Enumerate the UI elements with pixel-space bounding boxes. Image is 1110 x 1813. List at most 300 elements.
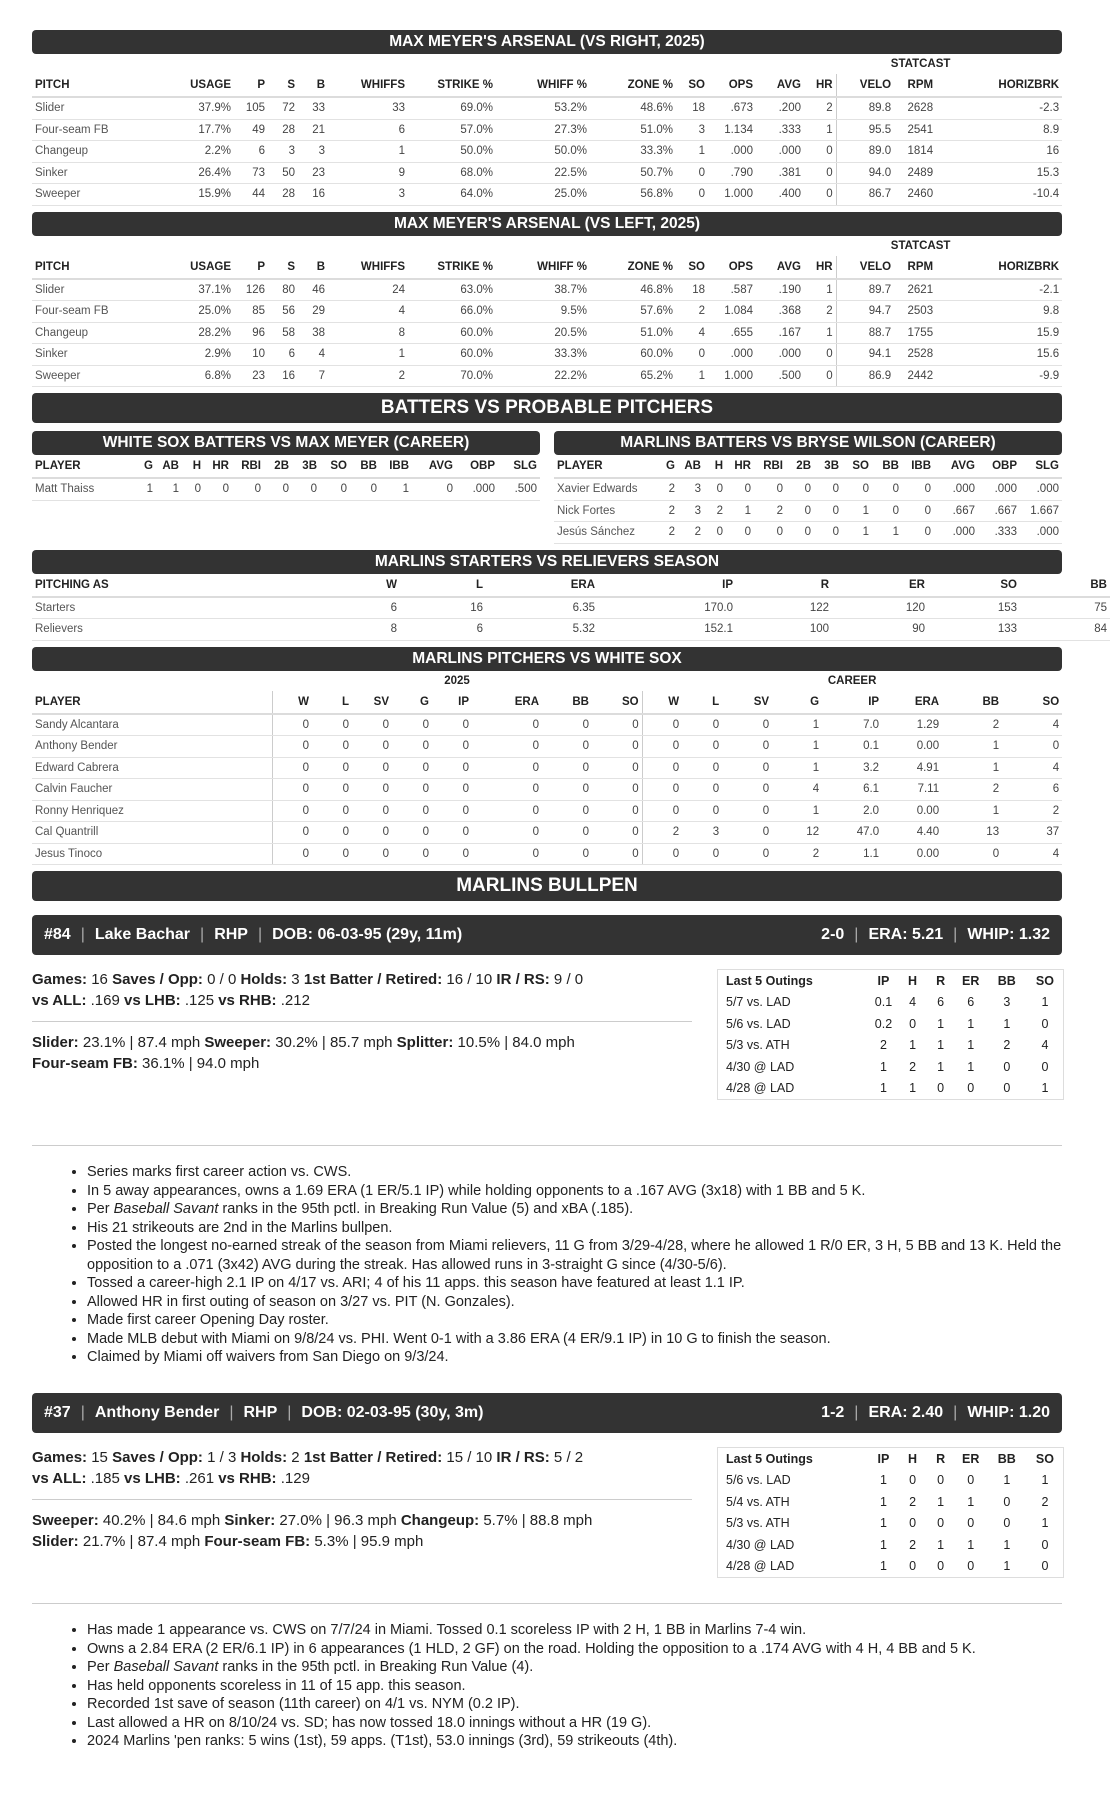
column-header: WHIFF % <box>496 74 590 97</box>
column-header: SO <box>592 691 642 714</box>
stat-value-vs-rhb: .129 <box>276 1470 310 1487</box>
white-sox-batters-table <box>32 455 540 501</box>
table-cell: 65.2% <box>590 365 676 387</box>
table-cell: 0 <box>642 757 682 779</box>
column-header: G <box>132 455 156 478</box>
table-cell: 0 <box>642 800 682 822</box>
pitcher-hand: RHP <box>214 926 248 943</box>
table-cell: .200 <box>756 97 804 119</box>
table-cell: 0 <box>592 822 642 844</box>
outing-cell: 0 <box>1003 1494 1011 1509</box>
outing-cell: 0 <box>937 1559 945 1574</box>
column-header: ERA <box>472 691 542 714</box>
table-cell: 94.7 <box>836 301 894 323</box>
column-header: BB <box>997 973 1016 988</box>
row-label: Four-seam FB <box>32 301 162 323</box>
table-cell: 0 <box>642 736 682 758</box>
table-cell: 0 <box>682 736 722 758</box>
table-cell: 6.8% <box>162 365 234 387</box>
outing-row <box>718 1078 1063 1100</box>
column-header: 3B <box>814 455 842 478</box>
outing-cell: 5/3 vs. ATH <box>726 1038 790 1053</box>
table-cell: 0 <box>872 500 902 522</box>
table-cell: 18 <box>676 279 708 301</box>
table-row <box>32 478 540 500</box>
table-cell: 3 <box>298 141 328 163</box>
table-cell: 0 <box>542 800 592 822</box>
table-cell: .000 <box>708 141 756 163</box>
table-cell: 0 <box>676 344 708 366</box>
column-header: W <box>282 574 400 597</box>
table-cell: 16 <box>936 141 1062 163</box>
table-cell: 8 <box>282 619 400 641</box>
outing-cell: 1 <box>937 1038 945 1053</box>
table-cell: 16 <box>400 597 486 619</box>
statcast-label: STATCAST <box>890 239 951 252</box>
table-cell: 51.0% <box>590 322 676 344</box>
outing-cell: 0 <box>1041 1537 1049 1552</box>
table-cell: 2 <box>642 822 682 844</box>
outing-cell: 6 <box>967 995 975 1010</box>
outing-cell: 1 <box>879 1516 887 1531</box>
pitcher-identity <box>44 915 462 955</box>
white-sox-batters-body <box>32 478 540 500</box>
outing-cell: 1 <box>967 1016 975 1031</box>
stat-value-saves: 0 / 0 <box>202 971 241 988</box>
table-cell: 0 <box>392 843 432 865</box>
table-cell: 3 <box>678 478 704 500</box>
table-cell: 63.0% <box>408 279 496 301</box>
separator: | <box>80 926 85 943</box>
outing-cell: 4 <box>909 995 917 1010</box>
table-cell: 0 <box>592 757 642 779</box>
column-header: ERA <box>486 574 598 597</box>
table-cell: 4 <box>1002 714 1062 736</box>
table-cell: 0 <box>352 822 392 844</box>
outing-cell: 1 <box>967 1537 975 1552</box>
outing-cell: 4/28 @ LAD <box>726 1081 795 1096</box>
table-cell: 0 <box>432 714 472 736</box>
column-header: PLAYER <box>32 455 132 478</box>
table-row <box>32 736 1062 758</box>
table-cell: .000 <box>1020 522 1062 544</box>
stat-value-first-batter: 15 / 10 <box>442 1449 497 1466</box>
table-cell: 25.0% <box>496 184 590 206</box>
table-cell: 0 <box>726 522 754 544</box>
table-cell: 0 <box>350 478 380 500</box>
usage-line <box>32 969 692 990</box>
table-cell: 7 <box>298 365 328 387</box>
column-header: PITCH <box>32 74 162 97</box>
table-cell: 0 <box>542 843 592 865</box>
table-cell: 46 <box>298 279 328 301</box>
table-cell: 0 <box>392 736 432 758</box>
arsenal-right-body <box>32 97 1062 205</box>
table-cell: 120 <box>832 597 928 619</box>
table-row <box>32 779 1062 801</box>
table-cell: 94.0 <box>836 162 894 184</box>
outing-cell: 1 <box>879 1494 887 1509</box>
table-cell: 49 <box>234 119 268 141</box>
white-sox-batters-header <box>32 455 540 478</box>
table-cell: 84 <box>1020 619 1110 641</box>
table-cell: 22.2% <box>496 365 590 387</box>
table-row <box>32 162 1062 184</box>
column-header: BB <box>942 691 1002 714</box>
table-cell: 0 <box>312 714 352 736</box>
pitch-mix-label: Changeup: <box>400 1512 480 1529</box>
column-header: P <box>234 74 268 97</box>
table-cell: 12 <box>772 822 822 844</box>
last-5-outings <box>717 1447 1064 1578</box>
note-item: • Claimed by Miami off waivers from San Diego on 9/3/24. <box>87 1348 1062 1367</box>
note-item: • Allowed HR in first outing of season on 3/27 vs. PIT (N. Gonzales). <box>87 1293 1062 1312</box>
outing-cell: 0 <box>1003 1081 1011 1096</box>
table-cell: 1 <box>156 478 182 500</box>
column-header: AB <box>678 455 704 478</box>
column-header: AVG <box>756 256 804 279</box>
table-cell: 0 <box>704 478 726 500</box>
column-header: VELO <box>836 74 894 97</box>
note-item: • Per Baseball Savant ranks in the 95th pctl. in Breaking Run Value (4). <box>87 1658 1062 1677</box>
column-header: HR <box>804 256 836 279</box>
stat-value-saves: 1 / 3 <box>202 1449 241 1466</box>
note-item: • Made first career Opening Day roster. <box>87 1311 1062 1330</box>
table-cell: 15.3 <box>936 162 1062 184</box>
table-cell: 0 <box>592 843 642 865</box>
outing-cell: 2 <box>1041 1494 1049 1509</box>
column-header: H <box>704 455 726 478</box>
divider <box>32 1021 692 1022</box>
arsenal-right-header <box>32 74 1062 97</box>
bullpen-card <box>32 915 1062 1393</box>
outing-cell: 1 <box>967 1038 975 1053</box>
table-cell: 0 <box>1002 736 1062 758</box>
column-header: SO <box>928 574 1020 597</box>
table-cell: 1 <box>872 522 902 544</box>
table-cell: .000 <box>934 522 978 544</box>
pitcher-hand: RHP <box>243 1404 278 1421</box>
table-cell: 64.0% <box>408 184 496 206</box>
starters-relievers-body <box>32 597 1110 641</box>
table-cell: 0 <box>814 500 842 522</box>
table-cell: 1 <box>942 757 1002 779</box>
table-cell: 1.084 <box>708 301 756 323</box>
table-cell: 0 <box>392 757 432 779</box>
note-item: • Has held opponents scoreless in 11 of 15 app. this season. <box>87 1677 1062 1696</box>
table-cell: 73 <box>234 162 268 184</box>
table-cell: 4.91 <box>882 757 942 779</box>
column-header: OBP <box>456 455 498 478</box>
pitch-mix-value: 5.7% | 88.8 mph <box>479 1512 593 1529</box>
table-cell: 72 <box>268 97 298 119</box>
table-cell: 0 <box>312 736 352 758</box>
group-career-label: CAREER <box>827 674 877 687</box>
outing-cell: 1 <box>937 1059 945 1074</box>
row-label: Four-seam FB <box>32 119 162 141</box>
table-cell: 0 <box>754 522 786 544</box>
table-cell: 0 <box>542 714 592 736</box>
outing-cell: 1 <box>1041 995 1049 1010</box>
column-header: HR <box>204 455 232 478</box>
table-cell: .000 <box>756 344 804 366</box>
table-cell: 0 <box>472 736 542 758</box>
column-header: RBI <box>232 455 264 478</box>
table-cell: 0 <box>642 714 682 736</box>
table-cell: 7.11 <box>882 779 942 801</box>
table-cell: 0 <box>642 779 682 801</box>
note-item: • Made MLB debut with Miami on 9/8/24 vs. PHI. Went 0-1 with a 3.86 ERA (4 ER/9.1 IP) in 10 G to finish the season. <box>87 1330 1062 1349</box>
table-cell: 28 <box>268 184 298 206</box>
table-cell: 37.1% <box>162 279 234 301</box>
outing-cell: 1 <box>937 1016 945 1031</box>
table-cell: 1 <box>328 141 408 163</box>
table-cell: 1 <box>772 757 822 779</box>
last-5-outings <box>717 969 1064 1100</box>
table-cell: 0 <box>412 478 456 500</box>
row-label: Starters <box>32 597 282 619</box>
row-label: Slider <box>32 97 162 119</box>
table-cell: 1 <box>676 365 708 387</box>
outing-cell: 0 <box>1041 1559 1049 1574</box>
table-cell: 2528 <box>894 344 936 366</box>
table-cell: 53.2% <box>496 97 590 119</box>
table-cell: 2 <box>804 301 836 323</box>
table-cell: 1 <box>772 714 822 736</box>
pitch-mix-label: Sinker: <box>224 1512 276 1529</box>
column-header: WHIFF % <box>496 256 590 279</box>
table-cell: 0 <box>704 522 726 544</box>
game-notes-page <box>32 30 1107 1813</box>
column-header: ZONE % <box>590 256 676 279</box>
pitcher-record: 1-2 <box>821 1404 845 1421</box>
table-cell: 7.0 <box>822 714 882 736</box>
outing-cell: 0 <box>909 1559 917 1574</box>
outing-cell: 1 <box>879 1537 887 1552</box>
row-label: Jesús Sánchez <box>554 522 654 544</box>
splits-line <box>32 1468 692 1489</box>
bullpen-list <box>32 915 1062 1813</box>
arsenal-left-title: MAX MEYER'S ARSENAL (VS LEFT, 2025) <box>32 212 1062 236</box>
column-header: B <box>298 74 328 97</box>
pitcher-notes <box>32 1163 1062 1367</box>
table-cell: 0 <box>432 736 472 758</box>
stat-label-vs-rhb: vs RHB: <box>218 992 277 1009</box>
column-header: IP <box>877 973 890 988</box>
table-cell: 23 <box>298 162 328 184</box>
outing-cell: 1 <box>879 1473 887 1488</box>
table-cell: 0 <box>320 478 350 500</box>
table-row <box>32 757 1062 779</box>
outing-cell: 1 <box>909 1081 917 1096</box>
table-cell: 10 <box>234 344 268 366</box>
table-cell: 0 <box>682 800 722 822</box>
table-cell: 3 <box>268 141 298 163</box>
pitcher-name: Lake Bachar <box>94 926 191 943</box>
note-item: • Last allowed a HR on 8/10/24 vs. SD; has now tossed 18.0 innings without a HR (19 G). <box>87 1714 1062 1733</box>
column-header: IP <box>877 1451 890 1466</box>
column-header: R <box>936 1451 946 1466</box>
table-cell: 2489 <box>894 162 936 184</box>
table-cell: 86.9 <box>836 365 894 387</box>
row-label: Jesus Tinoco <box>32 843 272 865</box>
outing-cell: 4/30 @ LAD <box>726 1537 795 1552</box>
outing-cell: 0 <box>967 1516 975 1531</box>
bullpen-title: MARLINS BULLPEN <box>32 871 1062 901</box>
table-cell: 2 <box>704 500 726 522</box>
table-cell: 70.0% <box>408 365 496 387</box>
table-row <box>32 365 1062 387</box>
table-cell: 0 <box>642 843 682 865</box>
table-cell: .400 <box>756 184 804 206</box>
outing-cell: 6 <box>937 995 945 1010</box>
pitch-mix-label: Sweeper: <box>204 1034 272 1051</box>
table-cell: 3 <box>682 822 722 844</box>
column-header: ZONE % <box>590 74 676 97</box>
note-item: • Recorded 1st save of season (11th career) on 4/1 vs. NYM (0.2 IP). <box>87 1695 1062 1714</box>
table-cell: 3 <box>676 119 708 141</box>
table-cell: 0 <box>392 822 432 844</box>
column-header: B <box>298 256 328 279</box>
table-cell: 15.9 <box>936 322 1062 344</box>
outing-cell: 0 <box>909 1016 917 1031</box>
table-cell: 66.0% <box>408 301 496 323</box>
column-header: R <box>936 973 946 988</box>
table-cell: 0 <box>312 822 352 844</box>
outing-cell: 2 <box>1003 1038 1011 1053</box>
table-cell: 1 <box>772 800 822 822</box>
table-row <box>554 478 1062 500</box>
table-cell: 0 <box>312 779 352 801</box>
pitch-mix <box>32 1032 692 1074</box>
table-cell: 1814 <box>894 141 936 163</box>
table-cell: 20.5% <box>496 322 590 344</box>
table-cell: 38.7% <box>496 279 590 301</box>
column-header: OBP <box>978 455 1020 478</box>
table-cell: 0 <box>264 478 292 500</box>
table-cell: 170.0 <box>598 597 736 619</box>
table-cell: 56.8% <box>590 184 676 206</box>
table-cell: 1 <box>842 500 872 522</box>
table-cell: 85 <box>234 301 268 323</box>
table-cell: 152.1 <box>598 619 736 641</box>
stat-label-holds: Holds: <box>240 1449 288 1466</box>
source-name: Baseball Savant <box>113 1659 219 1675</box>
table-cell: 0 <box>786 478 814 500</box>
row-label: Slider <box>32 279 162 301</box>
table-cell: 9 <box>328 162 408 184</box>
table-cell: 6 <box>282 597 400 619</box>
separator: | <box>953 926 958 943</box>
pitcher-header-bar <box>32 1393 1062 1433</box>
outing-cell: 2 <box>879 1038 887 1053</box>
table-row <box>32 119 1062 141</box>
table-cell: 0 <box>722 822 772 844</box>
table-cell: 3 <box>678 500 704 522</box>
row-label: Cal Quantrill <box>32 822 272 844</box>
column-header: USAGE <box>162 74 234 97</box>
column-header: WHIFFS <box>328 74 408 97</box>
outing-cell: 0 <box>1003 1059 1011 1074</box>
pitcher-number: #37 <box>44 1404 71 1421</box>
table-cell: 0 <box>786 500 814 522</box>
table-cell: 0 <box>292 478 320 500</box>
table-cell: 0 <box>272 800 312 822</box>
bullpen-card <box>32 1393 1062 1813</box>
table-cell: 50 <box>268 162 298 184</box>
stat-label-first-batter: 1st Batter / Retired: <box>303 1449 443 1466</box>
table-cell: 2 <box>804 97 836 119</box>
stat-label-games: Games: <box>32 1449 88 1466</box>
table-cell: 60.0% <box>408 344 496 366</box>
pitcher-dob: DOB: 02-03-95 (30y, 3m) <box>301 1404 484 1421</box>
table-cell: 0 <box>722 736 772 758</box>
table-cell: 4 <box>328 301 408 323</box>
outing-row <box>718 1013 1063 1035</box>
table-cell: 122 <box>736 597 832 619</box>
pitch-mix-value: 30.2% | 85.7 mph <box>271 1034 397 1051</box>
outing-cell: 0 <box>1003 1516 1011 1531</box>
table-cell: 0 <box>804 365 836 387</box>
table-cell: 27.3% <box>496 119 590 141</box>
table-cell: .500 <box>756 365 804 387</box>
row-label: Ronny Henriquez <box>32 800 272 822</box>
column-header: HORIZBRK <box>936 74 1062 97</box>
table-cell: .190 <box>756 279 804 301</box>
table-cell: 2 <box>942 779 1002 801</box>
table-cell: 1 <box>772 736 822 758</box>
table-cell: .667 <box>978 500 1020 522</box>
note-item: • Tossed a career-high 2.1 IP on 4/17 vs. ARI; 4 of his 11 apps. this season have featured at least 1.1 IP. <box>87 1274 1062 1293</box>
outing-row <box>718 1534 1063 1556</box>
pitcher-era: ERA: 5.21 <box>868 926 944 943</box>
table-cell: 0 <box>872 478 902 500</box>
table-cell: 1 <box>804 119 836 141</box>
table-cell: .000 <box>456 478 498 500</box>
pitch-mix-value: 27.0% | 96.3 mph <box>275 1512 401 1529</box>
column-header: PLAYER <box>554 455 654 478</box>
table-cell: 0 <box>432 843 472 865</box>
table-row <box>32 597 1110 619</box>
table-cell: 89.0 <box>836 141 894 163</box>
table-cell: 0 <box>814 478 842 500</box>
pitch-mix <box>32 1510 692 1552</box>
table-cell: 0 <box>592 779 642 801</box>
column-header: SLG <box>1020 455 1062 478</box>
column-header: AVG <box>756 74 804 97</box>
table-row <box>32 322 1062 344</box>
table-cell: 6 <box>400 619 486 641</box>
column-header: Last 5 Outings <box>726 973 813 988</box>
table-cell: 0 <box>182 478 204 500</box>
table-cell: 0 <box>842 478 872 500</box>
marlins-batters-table <box>554 455 1062 544</box>
table-cell: 1 <box>942 736 1002 758</box>
column-header: S <box>268 256 298 279</box>
table-cell: 6 <box>1002 779 1062 801</box>
table-cell: 16 <box>298 184 328 206</box>
row-label: Matt Thaiss <box>32 478 132 500</box>
outings-header <box>718 1448 1063 1470</box>
pitcher-name: Anthony Bender <box>94 1404 220 1421</box>
group-2025-label: 2025 <box>444 674 470 687</box>
starters-relievers-header <box>32 574 1110 597</box>
table-cell: 0 <box>272 736 312 758</box>
outing-cell: 1 <box>909 1038 917 1053</box>
table-cell: -10.4 <box>936 184 1062 206</box>
table-cell: 6 <box>268 344 298 366</box>
outing-cell: 1 <box>1003 1016 1011 1031</box>
